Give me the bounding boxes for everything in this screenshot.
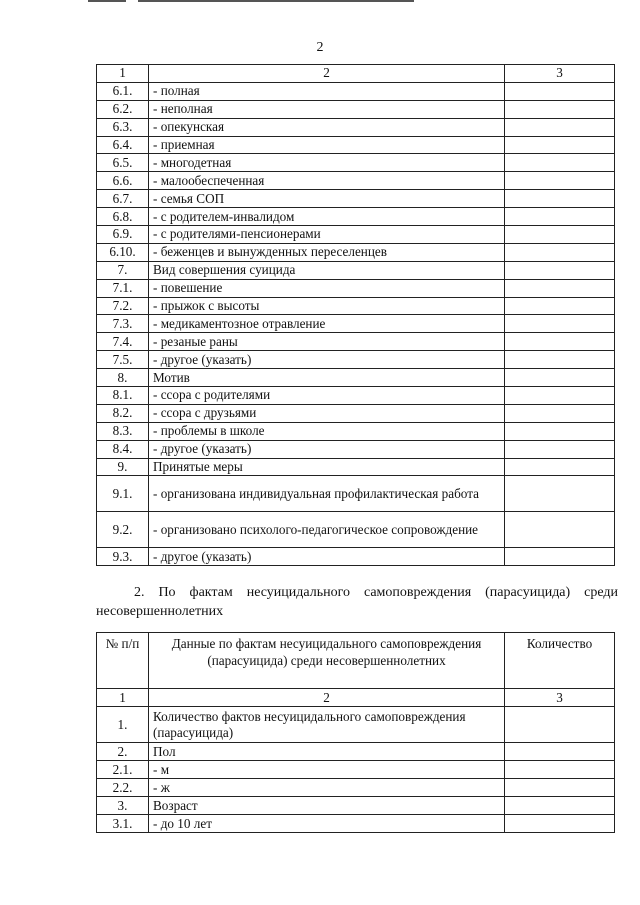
table-1-row-number: 8.1. [97, 387, 149, 405]
table-1-row-number: 7.3. [97, 315, 149, 333]
table-2 [96, 632, 615, 833]
table-1-row-value-cell [505, 369, 615, 387]
table-2-head-quantity: Количество [505, 633, 615, 689]
table-1-row-number: 8.3. [97, 422, 149, 440]
table-1-row-text: - другое (указать) [149, 351, 505, 369]
table-1-row-number: 9.2. [97, 512, 149, 548]
table-1-row [97, 387, 615, 405]
table-1-row-value-cell [505, 82, 615, 100]
table-1-row-value-cell [505, 226, 615, 244]
table-1-row-value-cell [505, 458, 615, 476]
table-2-row [97, 761, 615, 779]
table-1-row-value-cell [505, 351, 615, 369]
table-1-row [97, 226, 615, 244]
table-2-row-text: Возраст [149, 797, 505, 815]
table-1-row-text: - многодетная [149, 154, 505, 172]
table-1-row [97, 315, 615, 333]
table-1-row [97, 136, 615, 154]
table-1-row [97, 297, 615, 315]
table-1-row-number: 6.4. [97, 136, 149, 154]
table-1-row-number: 9.1. [97, 476, 149, 512]
table-1-row [97, 154, 615, 172]
table-1-row-number: 7.2. [97, 297, 149, 315]
table-1-row-number: 8. [97, 369, 149, 387]
table-1-row-text: - повешение [149, 279, 505, 297]
scan-top-line-right [138, 0, 414, 2]
table-2-row-text: Количество фактов несуицидального самоповреждения (парасуицида) [149, 707, 505, 743]
section-2-paragraph-text: 2. По фактам несуицидального самоповреждения (парасуицида) среди несовершеннолетних [96, 585, 618, 619]
table-2-row-value-cell [505, 815, 615, 833]
table-1-row [97, 261, 615, 279]
table-1-row [97, 404, 615, 422]
table-1-row-value-cell [505, 243, 615, 261]
table-1-header-col-3: 3 [505, 65, 615, 83]
table-1-row [97, 190, 615, 208]
table-1-row-text: Принятые меры [149, 458, 505, 476]
table-1-row-value-cell [505, 100, 615, 118]
table-1-row-text: - неполная [149, 100, 505, 118]
table-1-row-value-cell [505, 512, 615, 548]
table-1-row-text: - с родителями-пенсионерами [149, 226, 505, 244]
table-1-row-value-cell [505, 476, 615, 512]
table-1-row-text: - с родителем-инвалидом [149, 208, 505, 226]
table-2-number-col-1: 1 [97, 689, 149, 707]
table-1-row-text: - проблемы в школе [149, 422, 505, 440]
table-1-row-value-cell [505, 548, 615, 566]
table-1-row [97, 100, 615, 118]
table-1-row [97, 458, 615, 476]
table-2-row [97, 779, 615, 797]
table-1-row-text: - организована индивидуальная профилактическая работа [149, 476, 505, 512]
section-2-paragraph [96, 583, 618, 621]
table-1-row-number: 8.4. [97, 440, 149, 458]
table-2-row-number: 3. [97, 797, 149, 815]
table-1-row-value-cell [505, 404, 615, 422]
page-number: 2 [316, 40, 324, 55]
table-1-row [97, 512, 615, 548]
table-1-row-value-cell [505, 297, 615, 315]
table-1-row-number: 6.10. [97, 243, 149, 261]
table-2-row [97, 815, 615, 833]
table-1-row-number: 6.6. [97, 172, 149, 190]
table-1-header-col-2: 2 [149, 65, 505, 83]
table-2-row-number: 2.2. [97, 779, 149, 797]
table-1-row-number: 8.2. [97, 404, 149, 422]
table-1-row [97, 548, 615, 566]
table-1-row-number: 6.2. [97, 100, 149, 118]
table-2-row-number: 3.1. [97, 815, 149, 833]
table-1-row-value-cell [505, 387, 615, 405]
table-1-row-value-cell [505, 261, 615, 279]
table-1-row-text: - беженцев и вынужденных переселенцев [149, 243, 505, 261]
table-1-row-value-cell [505, 172, 615, 190]
table-1-row-value-cell [505, 190, 615, 208]
table-2-row-text: - до 10 лет [149, 815, 505, 833]
table-2-row-value-cell [505, 761, 615, 779]
table-1-row [97, 82, 615, 100]
table-1-header-row [97, 65, 615, 83]
table-1-row [97, 351, 615, 369]
table-1-row-number: 6.5. [97, 154, 149, 172]
table-1-row-value-cell [505, 136, 615, 154]
table-1-row-text: - опекунская [149, 118, 505, 136]
table-2-numbers-row [97, 689, 615, 707]
table-1-row [97, 279, 615, 297]
table-2-row [97, 743, 615, 761]
table-2-row-number: 1. [97, 707, 149, 743]
table-2-row-text: - ж [149, 779, 505, 797]
table-1-row-value-cell [505, 422, 615, 440]
table-1-row-number: 6.3. [97, 118, 149, 136]
table-2-head-number: № п/п [97, 633, 149, 689]
table-2-number-col-2: 2 [149, 689, 505, 707]
table-1-row-value-cell [505, 208, 615, 226]
table-1-row-text: - организовано психолого-педагогическое сопровождение [149, 512, 505, 548]
table-1-row [97, 476, 615, 512]
table-1-row-number: 7. [97, 261, 149, 279]
table-1-row [97, 172, 615, 190]
table-1-row-number: 6.1. [97, 82, 149, 100]
table-1-row-text: - ссора с друзьями [149, 404, 505, 422]
table-1-row [97, 333, 615, 351]
table-1-row-text: - ссора с родителями [149, 387, 505, 405]
table-1-row-text: - медикаментозное отравление [149, 315, 505, 333]
table-1-row-value-cell [505, 118, 615, 136]
table-2-row-value-cell [505, 779, 615, 797]
table-1-row-number: 6.8. [97, 208, 149, 226]
table-1-row-value-cell [505, 333, 615, 351]
table-2-row-value-cell [505, 797, 615, 815]
table-2-row-value-cell [505, 743, 615, 761]
table-1-row-number: 9.3. [97, 548, 149, 566]
table-1-row-text: - резаные раны [149, 333, 505, 351]
table-2-head-data: Данные по фактам несуицидального самоповреждения (парасуицида) среди несовершеннолетних [149, 633, 505, 689]
table-1-header-col-1: 1 [97, 65, 149, 83]
table-1-row [97, 369, 615, 387]
table-1-row-text: - прыжок с высоты [149, 297, 505, 315]
table-1-row-text: Мотив [149, 369, 505, 387]
table-1-row [97, 422, 615, 440]
table-1-row-number: 7.4. [97, 333, 149, 351]
table-1-row-value-cell [505, 315, 615, 333]
table-1-row-number: 6.7. [97, 190, 149, 208]
table-1 [96, 64, 615, 566]
table-1-row [97, 440, 615, 458]
table-1-row-text: - малообеспеченная [149, 172, 505, 190]
table-1-row-text: - другое (указать) [149, 440, 505, 458]
table-1-row-number: 7.1. [97, 279, 149, 297]
table-1-row-value-cell [505, 440, 615, 458]
table-1-row-text: - семья СОП [149, 190, 505, 208]
table-1-row [97, 243, 615, 261]
table-1-row-text: - приемная [149, 136, 505, 154]
table-1-row-text: - полная [149, 82, 505, 100]
table-2-row-value-cell [505, 707, 615, 743]
table-1-row-value-cell [505, 154, 615, 172]
table-2-row-text: Пол [149, 743, 505, 761]
table-2-row-text: - м [149, 761, 505, 779]
table-2-row-number: 2.1. [97, 761, 149, 779]
table-2-head-row [97, 633, 615, 689]
table-1-row-number: 9. [97, 458, 149, 476]
table-2-row [97, 797, 615, 815]
table-1-row-text: Вид совершения суицида [149, 261, 505, 279]
scan-top-line-left [88, 0, 126, 2]
table-1-row [97, 208, 615, 226]
table-1-row [97, 118, 615, 136]
table-2-number-col-3: 3 [505, 689, 615, 707]
table-1-row-value-cell [505, 279, 615, 297]
table-2-row-number: 2. [97, 743, 149, 761]
table-1-row-number: 6.9. [97, 226, 149, 244]
table-1-row-text: - другое (указать) [149, 548, 505, 566]
table-1-row-number: 7.5. [97, 351, 149, 369]
table-2-row [97, 707, 615, 743]
